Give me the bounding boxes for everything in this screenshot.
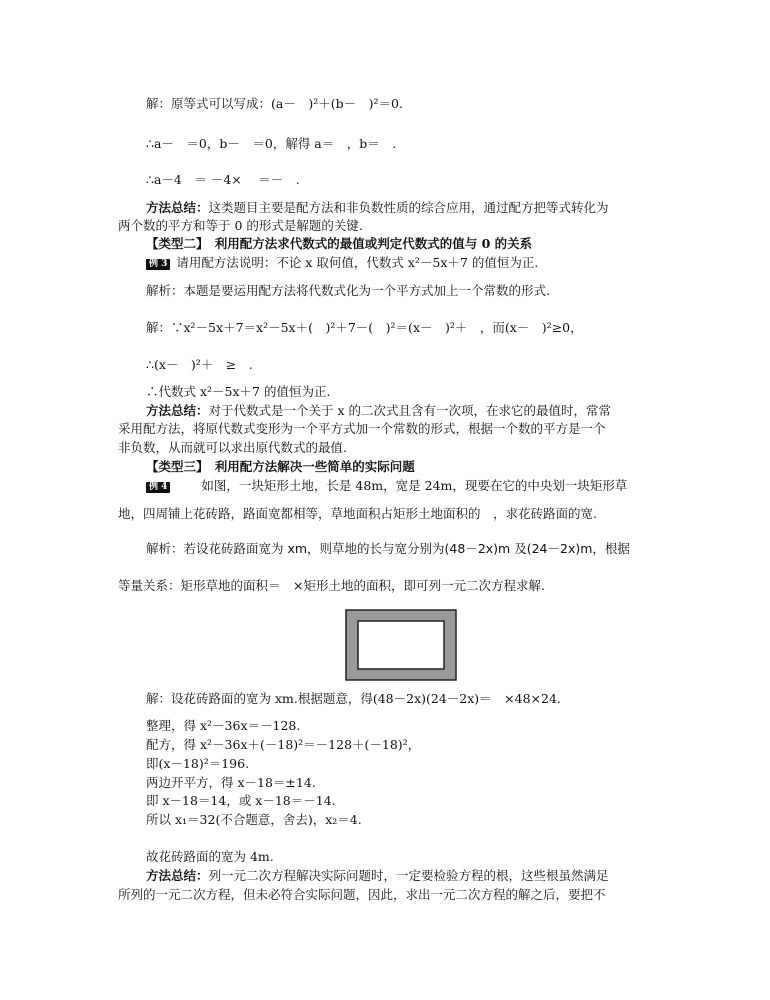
rectangle-land-figure (345, 609, 457, 681)
solution-ex3-line-2: ∴(x－ )²＋ ≥ . (146, 357, 253, 372)
solution-ex3-line-3: ∴代数式 x²－5x＋7 的值恒为正. (146, 384, 331, 399)
method-summary-2-cont-1: 采用配方法，将原代数式变形为一个平方式加一个常数的形式，根据一个数的平方是一个 (118, 421, 606, 436)
method-summary-3-cont: 所列的一元二次方程，但未必符合实际问题，因此，求出一元二次方程的解之后，要把不 (118, 887, 606, 902)
method-summary-label: 方法总结： (146, 200, 209, 215)
solution-line-1: 解：原等式可以写成：(a－ )²＋(b－ )²＝0. (146, 96, 403, 111)
type-2-heading: 【类型二】 利用配方法求代数式的最值或判定代数式的值与 0 的关系 (146, 236, 533, 251)
method-summary-2 (146, 403, 611, 419)
solution-ex3-line-1: 解：∵x²－5x＋7＝x²－5x＋( )²＋7－( )²＝(x－ )²＋ ，而(x－ )²≥0， (146, 320, 583, 335)
method-summary-3 (146, 868, 609, 884)
example-3-tag: 例 3 (146, 259, 170, 270)
solution-ex4-line-5: 两边开平方，得 x－18＝±14. (146, 775, 316, 790)
analysis-2-cont: 等量关系：矩形草地的面积＝ ×矩形土地的面积，即可列一元二次方程求解. (118, 578, 545, 593)
method-summary-label: 方法总结： (146, 403, 209, 418)
analysis-1: 解析：本题是要运用配方法将代数式化为一个平方式加上一个常数的形式. (146, 283, 550, 298)
type-3-heading: 【类型三】 利用配方法解决一些简单的实际问题 (146, 459, 415, 474)
example-3-text: 请用配方法说明：不论 x 取何值，代数式 x²－5x＋7 的值恒为正. (176, 255, 539, 270)
solution-line-2: ∴a－ ＝0，b－ ＝0，解得 a＝ ，b＝ . (146, 136, 397, 151)
solution-ex4-line-4: 即(x－18)²＝196. (146, 756, 250, 771)
solution-ex4-line-7: 所以 x₁＝32(不合题意，舍去)，x₂＝4. (146, 812, 362, 827)
solution-line-3: ∴a－4 ＝ －4× ＝－ . (146, 172, 300, 187)
solution-ex4-line-1: 解：设花砖路面的宽为 xm.根据题意，得(48－2x)(24－2x)＝ ×48×24. (146, 691, 561, 706)
solution-ex4-line-6: 即 x－18＝14，或 x－18＝－14. (146, 793, 336, 808)
example-4-text: 如图，一块矩形土地，长是 48m，宽是 24m，现要在它的中央划一块矩形草 (176, 478, 628, 493)
solution-ex4-line-2: 整理，得 x²－36x＝－128. (146, 718, 301, 733)
conclusion: 故花砖路面的宽为 4m. (146, 849, 274, 864)
method-summary-1-cont: 两个数的平方和等于 0 的形式是解题的关键. (118, 218, 363, 233)
method-summary-2-cont-2: 非负数，从而就可以求出原代数式的最值. (118, 440, 347, 455)
example-4 (146, 478, 627, 494)
method-summary-label: 方法总结： (146, 868, 209, 883)
analysis-2: 解析：若设花砖路面宽为 xm，则草地的长与宽分别为(48－2x)m 及(24－2x)m，根据 (146, 541, 630, 556)
method-summary-text: 对于代数式是一个关于 x 的二次式且含有一次项，在求它的最值时，常常 (208, 403, 612, 418)
grass-inner-rect (358, 621, 444, 669)
method-summary-1 (146, 200, 609, 216)
example-4-cont: 地，四周铺上花砖路，路面宽都相等，草地面积占矩形土地面积的 ，求花砖路面的宽. (118, 506, 597, 521)
method-summary-text: 列一元二次方程解决实际问题时，一定要检验方程的根，这些根虽然满足 (208, 868, 609, 883)
solution-ex4-line-3: 配方，得 x²－36x＋(－18)²＝－128＋(－18)²， (146, 737, 421, 752)
example-4-tag: 例 4 (146, 482, 170, 493)
method-summary-text: 这类题目主要是配方法和非负数性质的综合应用，通过配方把等式转化为 (208, 200, 609, 215)
example-3 (146, 255, 538, 271)
